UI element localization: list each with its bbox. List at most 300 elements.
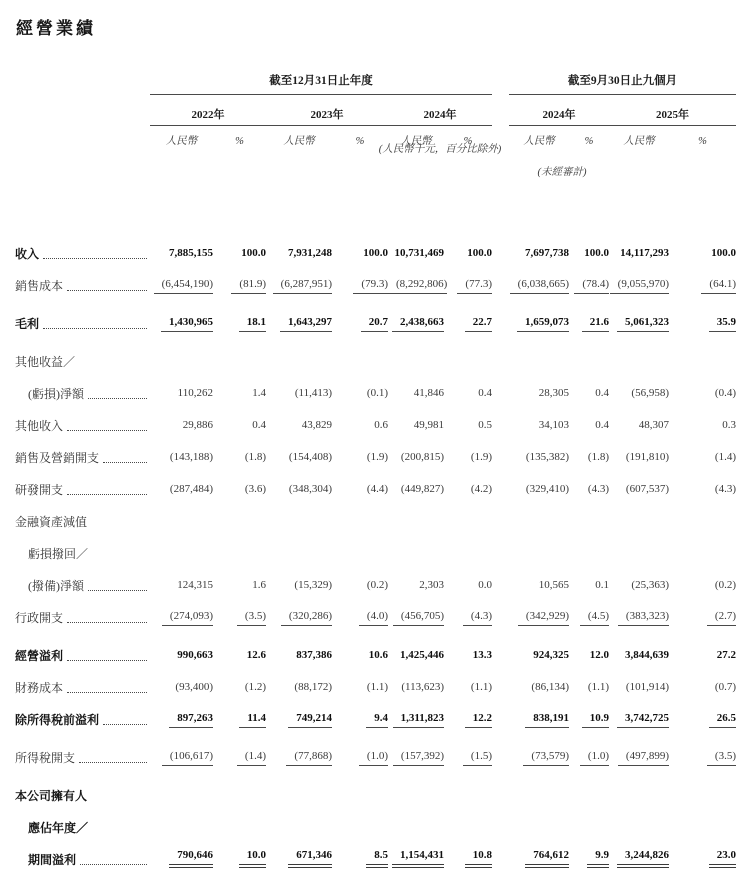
cell-value: (1.9) (470, 451, 492, 464)
unaudited-note: (未經審計) (537, 167, 587, 178)
group-gap (492, 700, 509, 732)
value-cell (509, 298, 569, 336)
value-cell (388, 234, 444, 266)
cell-value: (77.3) (457, 278, 492, 293)
dot-leader (67, 622, 147, 623)
row-label-cell (15, 668, 150, 700)
value-cell (266, 266, 332, 298)
value-cell (213, 808, 266, 840)
value-cell (569, 566, 609, 598)
cell-value: 41,846 (413, 387, 444, 400)
value-cell (509, 406, 569, 438)
group-gap (492, 95, 509, 126)
cell-value: 790,646 (169, 849, 213, 867)
value-cell (213, 630, 266, 668)
cell-value: (329,410) (525, 483, 569, 496)
table-row (15, 502, 736, 534)
currency-header: 人民幣 (283, 135, 315, 147)
cell-value: 7,931,248 (288, 247, 332, 260)
cell-value: (9,055,970) (610, 278, 669, 293)
value-cell (213, 298, 266, 336)
cell-value: (4.3) (587, 483, 609, 496)
unit-note: (人民幣千元，百分比除外) (378, 144, 502, 155)
cell-value: (1.0) (359, 750, 388, 765)
value-cell (213, 336, 266, 374)
cell-value: (11,413) (294, 387, 332, 400)
cell-value: 7,697,738 (525, 247, 569, 260)
cell-value: (79.3) (353, 278, 388, 293)
cell-value: 1,425,446 (400, 649, 444, 662)
value-cell (509, 840, 569, 872)
table-row (15, 406, 736, 438)
percent-header: % (698, 135, 707, 147)
cell-value: 11.4 (239, 712, 266, 727)
group-gap (492, 60, 509, 95)
year-2024-9m-header: 2024年 (509, 95, 609, 126)
row-label: 銷售成本 (15, 279, 64, 294)
value-cell (669, 266, 736, 298)
page-title: 經營業績 (16, 19, 96, 38)
value-cell (569, 374, 609, 406)
value-cell (332, 700, 388, 732)
row-label: 收入 (15, 247, 40, 262)
value-cell (609, 502, 669, 534)
cell-value: (4.4) (366, 483, 388, 496)
row-label-cell (15, 502, 150, 534)
cell-value: (200,815) (400, 451, 444, 464)
dot-leader (80, 864, 147, 865)
value-cell (509, 700, 569, 732)
group-gap (492, 808, 509, 840)
dot-leader (67, 494, 147, 495)
cell-value: 8.5 (366, 849, 388, 867)
value-cell (444, 234, 492, 266)
cell-value: 1,154,431 (392, 849, 444, 867)
value-cell (388, 668, 444, 700)
value-cell (332, 770, 388, 808)
cell-value: 27.2 (716, 649, 736, 662)
cell-value: 3,244,826 (617, 849, 669, 867)
value-cell (388, 630, 444, 668)
table-row (15, 470, 736, 502)
value-cell (444, 840, 492, 872)
cell-value: 20.7 (361, 316, 388, 331)
value-cell (150, 438, 213, 470)
value-cell (388, 470, 444, 502)
cell-value: (456,705) (393, 610, 444, 625)
table-row (15, 668, 736, 700)
row-label-cell (15, 336, 150, 374)
value-cell (332, 840, 388, 872)
value-cell (150, 598, 213, 630)
cell-value: (383,323) (618, 610, 669, 625)
cell-value: (4.5) (580, 610, 609, 625)
value-cell (388, 732, 444, 770)
value-cell (388, 770, 444, 808)
value-cell (388, 406, 444, 438)
value-cell (266, 668, 332, 700)
cell-value: 21.6 (582, 316, 609, 331)
value-cell (669, 406, 736, 438)
row-label-cell (15, 566, 150, 598)
row-label-cell (15, 700, 150, 732)
cell-value: 34,103 (538, 419, 569, 432)
cell-value: (607,537) (625, 483, 669, 496)
cell-value: (8,292,806) (388, 278, 447, 293)
value-cell (213, 840, 266, 872)
value-cell (388, 502, 444, 534)
value-cell (444, 406, 492, 438)
value-cell (150, 668, 213, 700)
value-cell (509, 470, 569, 502)
value-cell (569, 732, 609, 770)
cell-value: 0.4 (252, 419, 266, 432)
header-spacer-row (15, 150, 736, 234)
value-cell (509, 502, 569, 534)
value-cell (509, 808, 569, 840)
dot-leader (67, 692, 147, 693)
cell-value: (4.3) (463, 610, 492, 625)
value-cell (609, 668, 669, 700)
cell-value: (320,286) (281, 610, 332, 625)
cell-value: (3.5) (707, 750, 736, 765)
group-gap (492, 534, 509, 566)
cell-value: (0.2) (366, 579, 388, 592)
row-label: 財務成本 (15, 681, 64, 696)
value-cell (150, 566, 213, 598)
value-cell (213, 770, 266, 808)
cell-value: 100.0 (241, 247, 266, 260)
row-label-cell (15, 630, 150, 668)
cell-value: (6,454,190) (154, 278, 213, 293)
row-label-cell (15, 534, 150, 566)
cell-value: 749,214 (288, 712, 332, 727)
value-cell (609, 438, 669, 470)
value-cell (332, 336, 388, 374)
value-cell (509, 534, 569, 566)
cell-value: 990,663 (177, 649, 213, 662)
row-label: 應佔年度／ (28, 821, 89, 836)
row-label: 所得稅開支 (15, 751, 76, 766)
cell-value: (6,287,951) (273, 278, 332, 293)
value-cell (669, 770, 736, 808)
cell-value: 29,886 (182, 419, 213, 432)
cell-value: 13.3 (472, 649, 492, 662)
cell-value: (0.7) (714, 681, 736, 694)
group-gap (492, 732, 509, 770)
cell-value: (154,408) (288, 451, 332, 464)
value-cell (509, 438, 569, 470)
value-cell (569, 502, 609, 534)
value-cell (213, 470, 266, 502)
value-cell (150, 298, 213, 336)
value-cell (569, 406, 609, 438)
cell-value: 10,565 (538, 579, 569, 592)
value-cell (609, 298, 669, 336)
value-cell (569, 840, 609, 872)
cell-value: (0.4) (714, 387, 736, 400)
cell-value: 49,981 (413, 419, 444, 432)
value-cell (332, 438, 388, 470)
row-label: 金融資產減值 (15, 515, 88, 530)
cell-value: (135,382) (525, 451, 569, 464)
cell-value: (1.8) (587, 451, 609, 464)
table-row (15, 566, 736, 598)
value-cell (444, 770, 492, 808)
value-cell (669, 566, 736, 598)
group-gap (492, 668, 509, 700)
value-cell (388, 840, 444, 872)
cell-value: (497,899) (618, 750, 669, 765)
cell-value: 12.2 (465, 712, 492, 727)
value-cell (669, 534, 736, 566)
cell-value: (1.4) (237, 750, 266, 765)
value-cell (509, 770, 569, 808)
row-label-cell (15, 840, 150, 872)
row-label: 經營溢利 (15, 649, 64, 664)
dot-leader (67, 290, 147, 291)
value-cell (266, 336, 332, 374)
value-cell (150, 700, 213, 732)
value-cell (213, 534, 266, 566)
value-cell (609, 566, 669, 598)
value-cell (569, 598, 609, 630)
value-cell (569, 700, 609, 732)
cell-value: (56,958) (631, 387, 669, 400)
row-label: 本公司擁有人 (15, 789, 88, 804)
value-cell (669, 668, 736, 700)
cell-value: 838,191 (525, 712, 569, 727)
row-label: 研發開支 (15, 483, 64, 498)
cell-value: 9.9 (587, 849, 609, 867)
value-cell (444, 266, 492, 298)
value-cell (569, 234, 609, 266)
value-cell (609, 700, 669, 732)
year-header-row (15, 95, 736, 126)
value-cell (569, 534, 609, 566)
value-cell (569, 266, 609, 298)
cell-value: 26.5 (709, 712, 736, 727)
cell-value: (342,929) (518, 610, 569, 625)
value-cell (388, 336, 444, 374)
cell-value: (0.1) (366, 387, 388, 400)
cell-value: 1,430,965 (161, 316, 213, 331)
value-cell (388, 700, 444, 732)
value-cell (213, 668, 266, 700)
row-label-cell (15, 732, 150, 770)
row-label: 虧損撥回／ (28, 547, 89, 562)
cell-value: 12.0 (589, 649, 609, 662)
dot-leader (43, 328, 147, 329)
value-cell (669, 732, 736, 770)
cell-value: (2.7) (707, 610, 736, 625)
cell-value: 0.6 (374, 419, 388, 432)
cell-value: (73,579) (523, 750, 569, 765)
cell-value: 10.9 (582, 712, 609, 727)
value-cell (150, 732, 213, 770)
value-cell (213, 700, 266, 732)
value-cell (444, 470, 492, 502)
cell-value: (15,329) (294, 579, 332, 592)
table-row (15, 438, 736, 470)
row-label-cell (15, 770, 150, 808)
year-2025-header: 2025年 (609, 95, 736, 126)
cell-value: (4.2) (470, 483, 492, 496)
value-cell (669, 630, 736, 668)
group-gap (492, 298, 509, 336)
empty-cell (15, 60, 150, 95)
cell-value: (143,188) (169, 451, 213, 464)
value-cell (444, 534, 492, 566)
value-cell (213, 406, 266, 438)
cell-value: (1.2) (244, 681, 266, 694)
row-label: 毛利 (15, 317, 40, 332)
cell-value: 0.4 (595, 387, 609, 400)
value-cell (150, 808, 213, 840)
table-body (15, 234, 736, 872)
cell-value: 43,829 (301, 419, 332, 432)
value-cell (669, 700, 736, 732)
value-cell (388, 438, 444, 470)
value-cell (609, 266, 669, 298)
cell-value: 1.4 (252, 387, 266, 400)
value-cell (332, 266, 388, 298)
cell-value: 0.4 (595, 419, 609, 432)
value-cell (213, 374, 266, 406)
cell-value: 12.6 (246, 649, 266, 662)
cell-value: 0.5 (478, 419, 492, 432)
group-gap (492, 770, 509, 808)
cell-value: (157,392) (393, 750, 444, 765)
dot-leader (88, 398, 147, 399)
cell-value: 7,885,155 (169, 247, 213, 260)
cell-value: (101,914) (625, 681, 669, 694)
value-cell (266, 700, 332, 732)
row-label-cell (15, 808, 150, 840)
row-label-cell (15, 598, 150, 630)
cell-value: (287,484) (169, 483, 213, 496)
value-cell (509, 668, 569, 700)
value-cell (332, 234, 388, 266)
dot-leader (67, 660, 147, 661)
cell-value: (1.9) (366, 451, 388, 464)
cell-value: (81.9) (231, 278, 266, 293)
cell-value: 10.0 (239, 849, 266, 867)
value-cell (509, 566, 569, 598)
value-cell (213, 502, 266, 534)
value-cell (669, 470, 736, 502)
value-cell (332, 668, 388, 700)
cell-value: 18.1 (239, 316, 266, 331)
value-cell (332, 598, 388, 630)
value-cell (388, 598, 444, 630)
value-cell (266, 470, 332, 502)
value-cell (266, 438, 332, 470)
cell-value: 35.9 (709, 316, 736, 331)
value-cell (213, 566, 266, 598)
value-cell (509, 374, 569, 406)
value-cell (509, 266, 569, 298)
cell-value: 124,315 (177, 579, 213, 592)
value-cell (150, 534, 213, 566)
cell-value: (88,172) (294, 681, 332, 694)
dot-leader (103, 462, 147, 463)
currency-header: 人民幣 (400, 135, 432, 147)
value-cell (609, 406, 669, 438)
cell-value: (64.1) (701, 278, 736, 293)
row-label: 除所得稅前溢利 (15, 713, 100, 728)
group-gap (492, 266, 509, 298)
cell-value: 22.7 (465, 316, 492, 331)
value-cell (266, 566, 332, 598)
row-label: 期間溢利 (28, 853, 77, 868)
table-row (15, 840, 736, 872)
cell-value: (1.8) (244, 451, 266, 464)
value-cell (444, 668, 492, 700)
cell-value: 110,262 (177, 387, 213, 400)
value-cell (669, 336, 736, 374)
financial-table-wrapper (15, 60, 737, 872)
group-gap (492, 234, 509, 266)
row-label: (虧損)淨額 (28, 387, 84, 402)
currency-header: 人民幣 (165, 135, 198, 147)
value-cell (669, 298, 736, 336)
cell-value: 10.6 (368, 649, 388, 662)
table-row (15, 630, 736, 668)
value-cell (609, 470, 669, 502)
cell-value: (4.3) (714, 483, 736, 496)
value-cell (150, 234, 213, 266)
value-cell (213, 732, 266, 770)
dot-leader (103, 724, 147, 725)
cell-value: (6,038,665) (510, 278, 569, 293)
cell-value: 3,742,725 (617, 712, 669, 727)
cell-value: (348,304) (288, 483, 332, 496)
value-cell (213, 598, 266, 630)
value-cell (150, 266, 213, 298)
cell-value: 10.8 (465, 849, 492, 867)
cell-value: (93,400) (175, 681, 213, 694)
cell-value: (3.5) (237, 610, 266, 625)
group-gap (492, 598, 509, 630)
value-cell (609, 840, 669, 872)
table-row (15, 700, 736, 732)
value-cell (266, 732, 332, 770)
value-cell (213, 234, 266, 266)
cell-value: 924,325 (533, 649, 569, 662)
cell-value: (77,868) (286, 750, 332, 765)
table-row (15, 266, 736, 298)
value-cell (669, 234, 736, 266)
cell-value: (4.0) (359, 610, 388, 625)
cell-value: 764,612 (525, 849, 569, 867)
value-cell (444, 808, 492, 840)
percent-header: % (584, 135, 594, 147)
table-row (15, 770, 736, 808)
group-gap (492, 438, 509, 470)
value-cell (266, 840, 332, 872)
value-cell (669, 598, 736, 630)
cell-value: 5,061,323 (617, 316, 669, 331)
value-cell (609, 598, 669, 630)
cell-value: 100.0 (584, 247, 609, 260)
cell-value: (1.1) (470, 681, 492, 694)
row-label: 行政開支 (15, 611, 64, 626)
value-cell (266, 534, 332, 566)
value-cell (388, 374, 444, 406)
value-cell (444, 298, 492, 336)
group-gap (492, 374, 509, 406)
